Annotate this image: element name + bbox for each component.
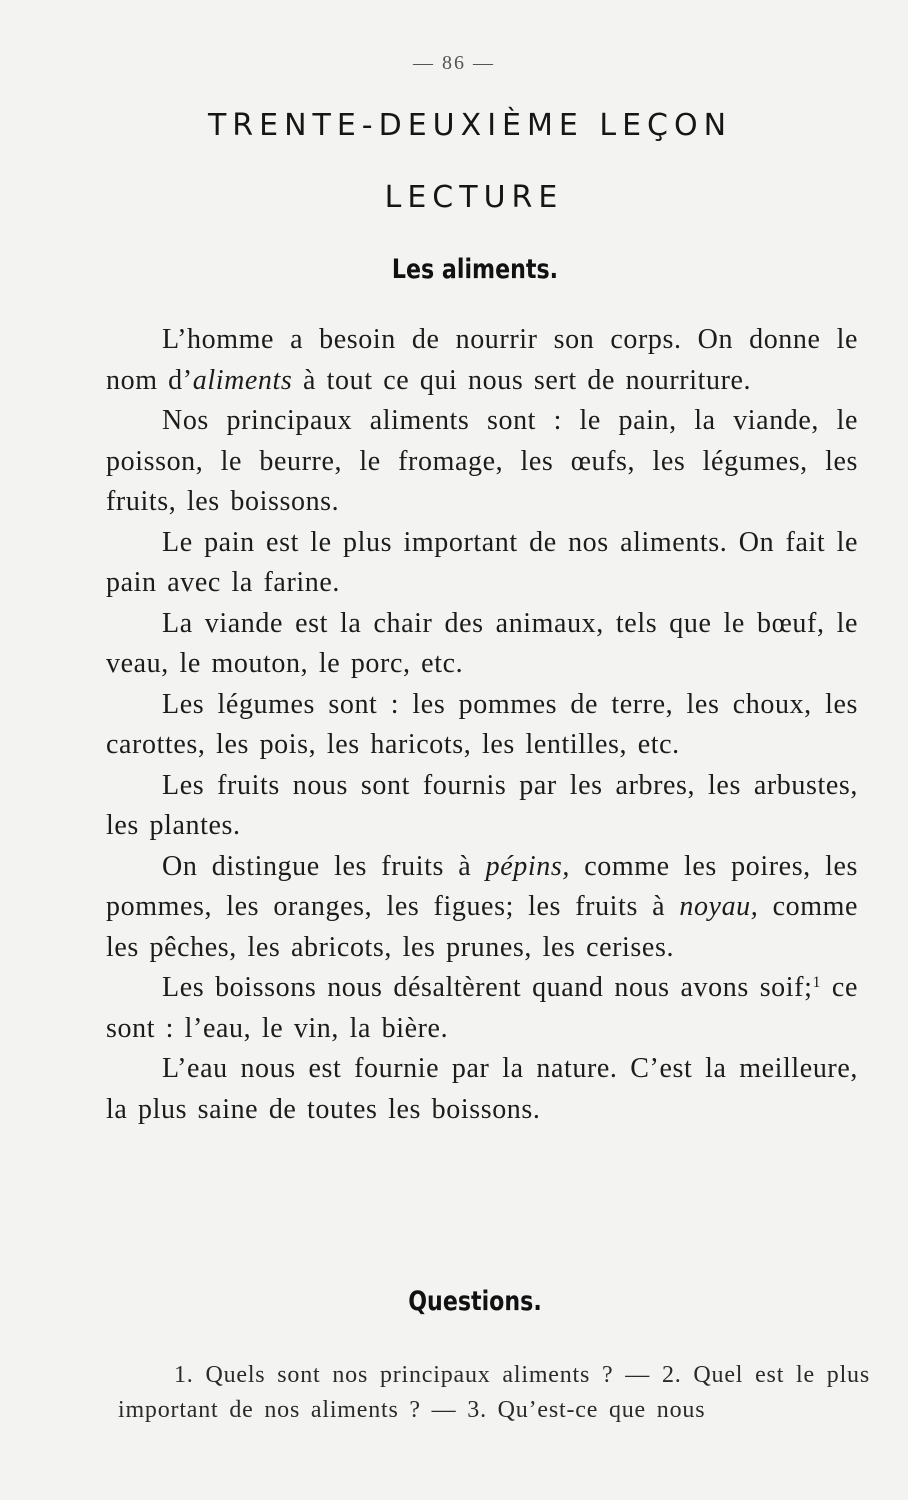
questions-body [118, 1358, 870, 1428]
paragraph-3: Le pain est le plus important de nos aliments. On fait le pain avec la farine. [106, 526, 858, 598]
reading-body [106, 320, 858, 1130]
footnote-marker: 1 [812, 974, 822, 991]
paragraph-5: Les légumes sont : les pommes de terre, les choux, les carottes, les pois, les haricots, les lentilles, etc. [106, 688, 858, 760]
paragraph-6: Les fruits nous sont fournis par les arbres, les arbustes, les plantes. [106, 769, 858, 841]
paragraph-7: On distingue les fruits à pépins, comme les poires, les pommes, les oranges, les figues; les fruits à noyau, comme les pêches, les abricots, les prunes, les cerises. [106, 850, 858, 963]
paragraph-1: L’homme a besoin de nourrir son corps. On donne le nom d’aliments à tout ce qui nous sert de nourriture. [106, 324, 858, 396]
paragraph-8: Les boissons nous désaltèrent quand nous avons soif;$^1$ ce sont : l’eau, le vin, la bière. [106, 972, 858, 1044]
paragraph-2: Nos principaux aliments sont : le pain, la viande, le poisson, le beurre, le fromage, les œufs, les légumes, les fruits, les boissons. [106, 405, 858, 517]
paragraph-9: L’eau nous est fournie par la nature. C’est la meilleure, la plus saine de toutes les boissons. [106, 1053, 858, 1125]
page-number: — 86 — [413, 52, 495, 74]
section-title: LECTURE [384, 180, 564, 215]
questions-title: Questions. [408, 1286, 542, 1317]
paragraph-4: La viande est la chair des animaux, tels que le bœuf, le veau, le mouton, le porc, etc. [106, 607, 858, 679]
reading-title: Les aliments. [391, 254, 559, 285]
lesson-title: TRENTE-DEUXIÈME LEÇON [207, 108, 733, 143]
questions-paragraph: 1. Quels sont nos principaux aliments ? — 2. Quel est le plus important de nos aliments ? — 3. Qu’est-ce que nous [118, 1362, 870, 1423]
